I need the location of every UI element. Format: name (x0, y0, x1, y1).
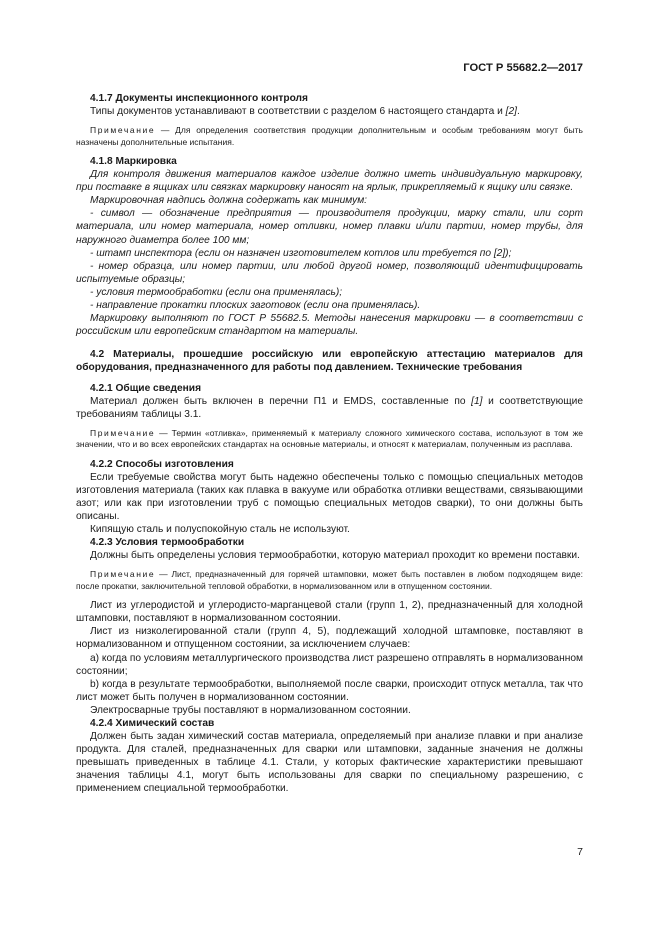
note-label: Примечание (90, 125, 156, 136)
paragraph-4-2-1: Материал должен быть включен в перечни П1 и EMDS, составленные по [1] и соответствующие требованиям таблицы 3.1. (76, 395, 583, 420)
paragraph-4-2-2-steel: Кипящую сталь и полуспокойную сталь не используют. (90, 524, 350, 536)
list-item: - штамп инспектора (если он назначен изготовителем котлов или требуется по [2]); (90, 247, 512, 259)
paragraph-4-1-7: Типы документов устанавливают в соответствии с разделом 6 настоящего стандарта и [2]. (90, 106, 520, 118)
note-label: Примечание (90, 427, 156, 438)
section-heading-4-2-1: 4.2.1 Общие сведения (90, 382, 202, 394)
list-item: a) когда по условиям металлургического производства лист разрешено отправлять в нормализованном состоянии; (76, 652, 583, 677)
paragraph-4-2-3-carbon-steel: Лист из углеродистой и углеродисто-марганцевой стали (групп 1, 2), предназначенный для холодной штамповки, поставляют в нормализованном состоянии. (76, 600, 583, 625)
document-code-header: ГОСТ Р 55682.2—2017 (463, 62, 583, 74)
section-heading-4-1-8: 4.1.8 Маркировка (90, 156, 177, 167)
section-heading-4-2: 4.2 Материалы, прошедшие российскую или европейскую аттестацию материалов для оборудования, предназначенного для работы под давлением. Технические требования (76, 349, 583, 374)
reference-link[interactable]: [1] (471, 395, 483, 407)
note-4-2-1: Примечание — Термин «отливка», применяемый к материалу сложного химического состава, используют в том же значении, что и во всех европейских стандартах на основные материалы, и относят к материалам, полученным из расплава. (76, 427, 583, 450)
page-number: 7 (577, 846, 583, 858)
paragraph-4-2-2-methods: Если требуемые свойства могут быть надежно обеспечены только с помощью специальных методов изготовления материала (таких как плавка в вакууме или обработка отливки веществами, связывающими азот; или как при изготовлении труб с помощью специальных методов сварки), то они должны быть описаны. (76, 471, 583, 522)
paragraph-4-1-8-method: Маркировку выполняют по ГОСТ Р 55682.5. Методы нанесения маркировки — в соответствии с российским или европейским стандартом на материалы. (76, 313, 583, 338)
note-4-2-3: Примечание — Лист, предназначенный для горячей штамповки, может быть поставлен в любом подходящем виде: после прокатки, заключительной тепловой обработки, в нормализованном или в отпущенном состоянии. (76, 569, 583, 591)
paragraph-4-2-3-low-alloy: Лист из низколегированной стали (групп 4, 5), подлежащий холодной штамповке, поставляют в нормализованном и отпущенном состоянии, за исключением случаев: (76, 626, 583, 651)
page-content (76, 92, 583, 796)
reference-link[interactable]: [2] (505, 106, 517, 118)
paragraph-4-2-4: Должен быть задан химический состав материала, определяемый при анализе плавки и при анализе продукта. Для сталей, предназначенных для сварки или штамповки, заданные значения не должны превышать приведенных в таблице 4.1. Стали, у которых фактические характеристики превышают значения таблицы 4.1, могут быть использованы для сварки по специальному разрешению, с применением специальной термообработки. (76, 731, 583, 795)
list-item: - направление прокатки плоских заготовок (если она применялась). (90, 300, 421, 312)
paragraph-4-2-3-pipes: Электросварные трубы поставляют в нормализованном состоянии. (90, 704, 411, 716)
section-heading-4-2-3: 4.2.3 Условия термообработки (90, 537, 245, 549)
section-heading-4-1-7: 4.1.7 Документы инспекционного контроля (90, 93, 308, 104)
list-item: - номер образца, или номер партии, или любой другой номер, позволяющий идентифицировать испытуемые образцы; (76, 260, 583, 285)
section-heading-4-2-4: 4.2.4 Химический состав (90, 718, 215, 729)
paragraph-4-1-8-minimum: Маркировочная надпись должна содержать как минимум: (90, 195, 368, 207)
section-heading-4-2-2: 4.2.2 Способы изготовления (90, 458, 234, 470)
list-item: - символ — обозначение предприятия — производителя продукции, марку стали, или сорт материала, или номер материала, номер отливки, номер плавки и/или партии, номер трубы, для наружного диаметра более 100 мм; (76, 208, 583, 246)
paragraph-4-2-3-conditions: Должны быть определены условия термообработки, которую материал проходит ко времени поставки. (90, 550, 580, 562)
paragraph-4-1-8-intro: Для контроля движения материалов каждое изделие должно иметь индивидуальную маркировку, при поставке в ящиках или связках маркировку наносят на ярлык, прикрепляемый к ящику или связке. (76, 169, 583, 194)
list-item: b) когда в результате термообработки, выполняемой после сварки, происходит отпуск металла, так что лист может быть получен в нормализованном состоянии. (76, 678, 583, 703)
note-label: Примечание (90, 569, 156, 580)
list-item: - условия термообработки (если она применялась); (90, 286, 343, 298)
note-4-1-7: Примечание — Для определения соответствия продукции дополнительным и особым требованиям могут быть назначены дополнительные испытания. (76, 125, 583, 147)
